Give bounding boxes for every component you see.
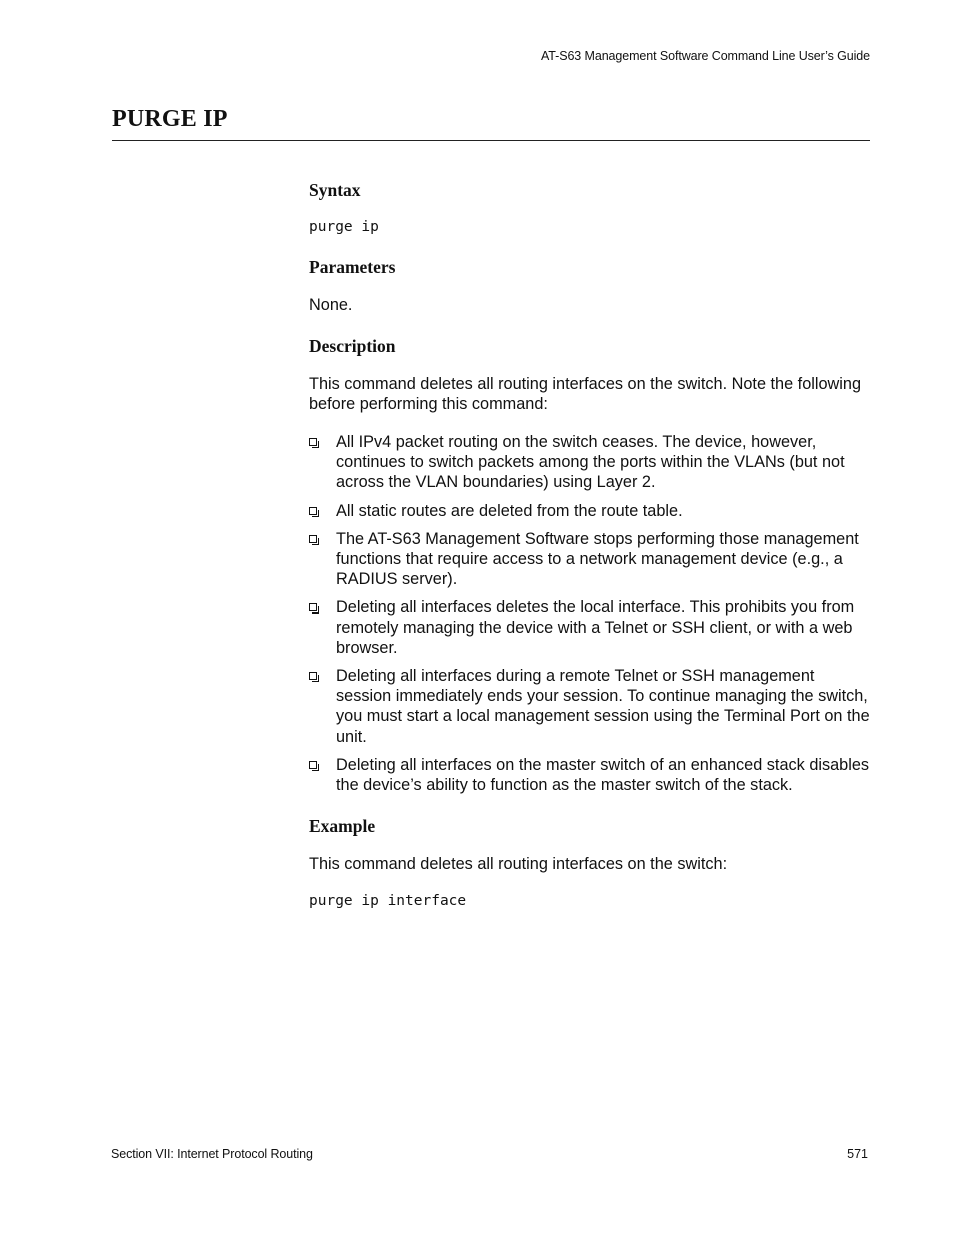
parameters-heading: Parameters xyxy=(309,257,396,277)
page-title: PURGE IP xyxy=(112,106,228,132)
example-text: This command deletes all routing interfaces on the switch: xyxy=(309,855,728,874)
list-item-text: All IPv4 packet routing on the switch ceases. The device, however, continues to switch packets among the ports within the VLANs (but not across the VLAN boundaries) using Layer 2. xyxy=(336,433,845,492)
list-item xyxy=(309,501,871,521)
parameters-text: None. xyxy=(309,296,353,314)
example-command: purge ip interface xyxy=(309,893,467,910)
description-intro: This command deletes all routing interfaces on the switch. Note the following before performing this command: xyxy=(309,375,862,413)
description-bullet-list xyxy=(309,432,871,795)
syntax-heading: Syntax xyxy=(309,180,361,200)
box-bullet-icon xyxy=(309,507,317,515)
box-bullet-icon xyxy=(309,438,317,446)
footer-page-number: 571 xyxy=(847,1147,868,1161)
list-item-text: All static routes are deleted from the route table. xyxy=(336,501,683,520)
box-bullet-icon xyxy=(309,761,317,769)
box-bullet-icon xyxy=(309,535,317,543)
list-item xyxy=(309,432,871,493)
title-rule xyxy=(112,140,870,141)
box-bullet-icon xyxy=(309,603,317,611)
syntax-command: purge ip xyxy=(309,219,379,235)
box-bullet-icon xyxy=(309,672,317,680)
list-item-text: Deleting all interfaces during a remote Telnet or SSH management session immediately ends your session. To continue managing the switch, you must start a local management session using the Terminal Port on the unit. xyxy=(336,667,870,746)
list-item-text: The AT-S63 Management Software stops performing those management functions that require access to a network management device (e.g., a RADIUS server). xyxy=(336,529,859,589)
footer-section: Section VII: Internet Protocol Routing xyxy=(111,1147,313,1161)
running-header: AT-S63 Management Software Command Line User’s Guide xyxy=(541,49,870,63)
content xyxy=(309,179,871,911)
list-item xyxy=(309,529,871,590)
list-item-text: Deleting all interfaces on the master switch of an enhanced stack disables the device’s ability to function as the master switch of the stack. xyxy=(336,755,870,795)
list-item xyxy=(309,755,871,795)
example-heading: Example xyxy=(309,816,376,837)
description-heading: Description xyxy=(309,336,396,356)
list-item xyxy=(309,597,871,658)
list-item-text: Deleting all interfaces deletes the local interface. This prohibits you from remotely managing the device with a Telnet or SSH client, or with a web browser. xyxy=(336,598,855,657)
list-item xyxy=(309,666,871,747)
